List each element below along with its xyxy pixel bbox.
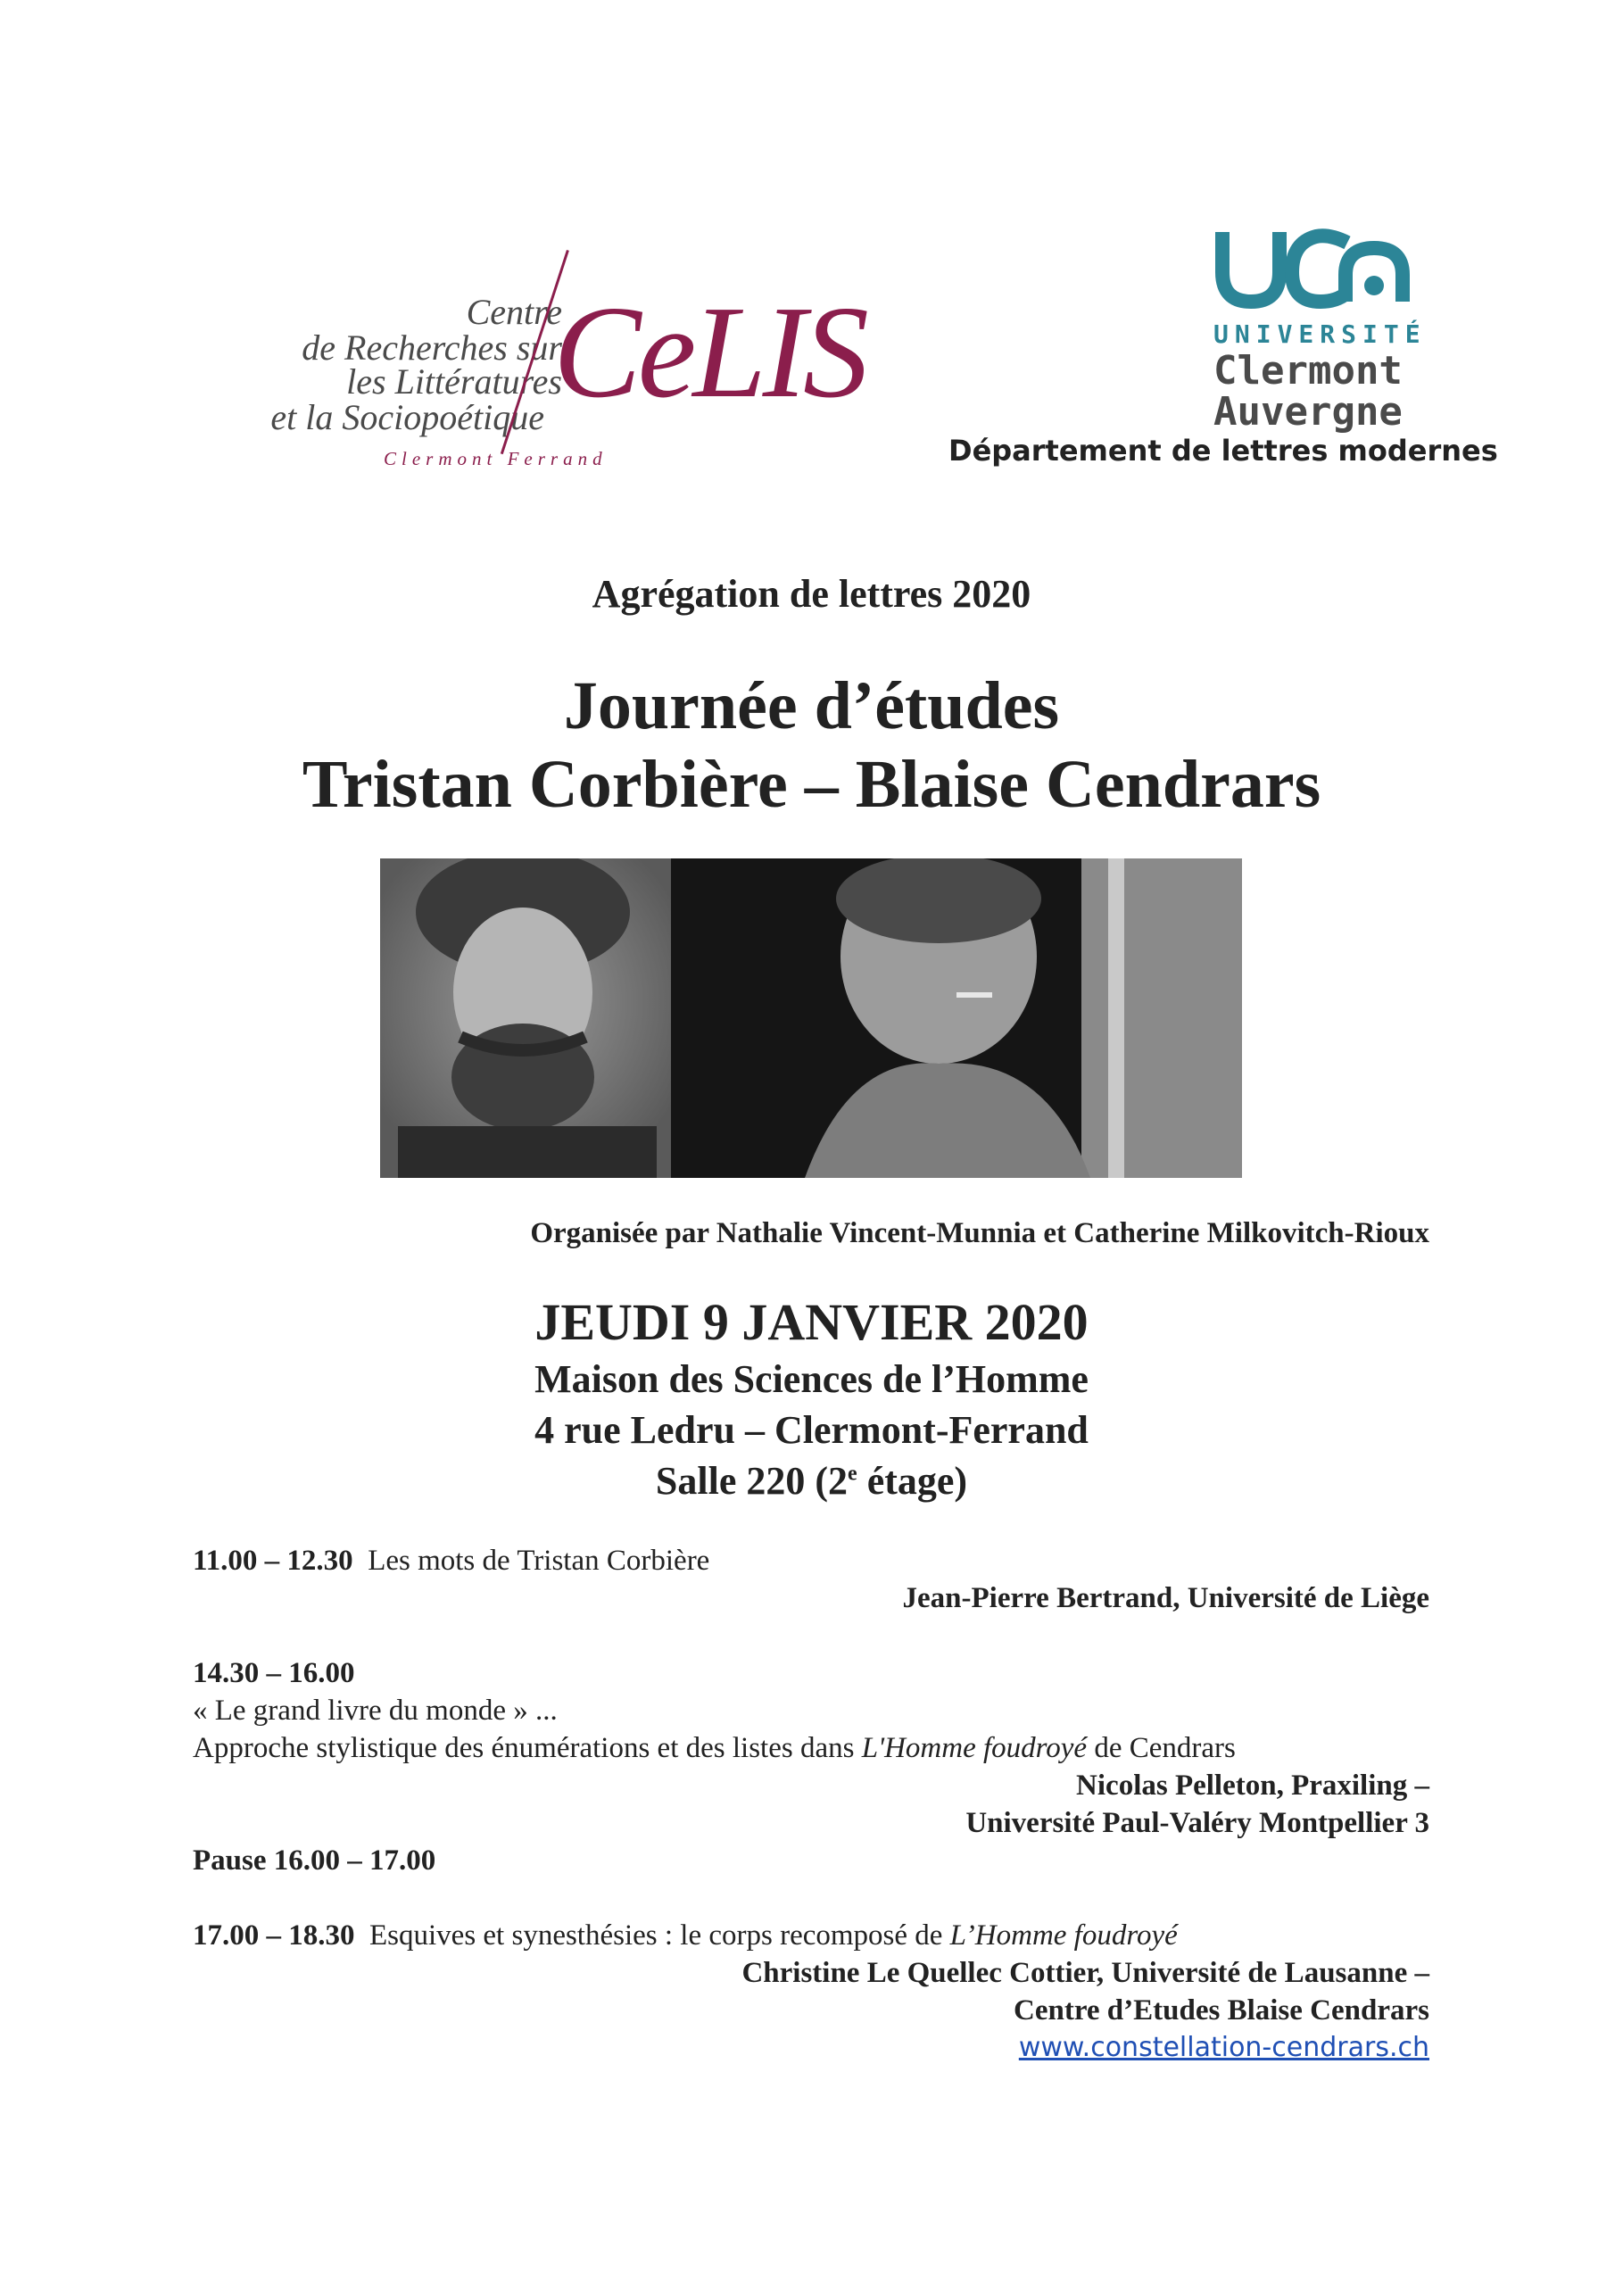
uca-auvergne: Auvergne: [1213, 389, 1403, 435]
event-address: 4 rue Ledru – Clermont-Ferrand: [534, 1408, 1089, 1452]
session2-quote: « Le grand livre du monde » ...: [193, 1695, 558, 1727]
photo-cendrars: [671, 858, 1242, 1178]
room-superscript: e: [848, 1462, 857, 1486]
session2-desc-suffix: de Cendrars: [1087, 1732, 1236, 1764]
celis-line-recherches: de Recherches sur: [302, 327, 562, 368]
uca-clermont: Clermont: [1213, 348, 1403, 394]
pause: Pause 16.00 – 17.00: [193, 1844, 436, 1877]
session1-time: 11.00 – 12.30: [193, 1545, 353, 1577]
website-link[interactable]: www.constellation-cendrars.ch: [1018, 2032, 1429, 2063]
session2-description: [193, 1729, 1429, 1767]
organizers: Organisée par Nathalie Vincent-Munnia et Catherine Milkovitch-Rioux: [530, 1217, 1429, 1249]
celis-city: Clermont Ferrand: [384, 448, 608, 469]
event-venue: Maison des Sciences de l’Homme: [534, 1357, 1089, 1401]
celis-line-litteratures: les Littératures: [346, 361, 562, 402]
uca-logo: [1196, 223, 1445, 437]
session2-desc-work: L'Homme foudroyé: [861, 1732, 1088, 1764]
session3-speaker-line2: Centre d’Etudes Blaise Cendrars: [1014, 1994, 1429, 2027]
session3-speaker-line1: Christine Le Quellec Cottier, Université de Lausanne –: [741, 1957, 1429, 1989]
page-title-line2: Tristan Corbière – Blaise Cendrars: [302, 747, 1321, 822]
session2-desc-prefix: Approche stylistique des énumérations et des listes dans: [193, 1732, 862, 1764]
celis-wordmark: CeLIS: [553, 279, 865, 426]
session3-time: 17.00 – 18.30: [193, 1919, 355, 1952]
celis-logo: [214, 241, 865, 482]
session3: [193, 1917, 1429, 1954]
event-room: [0, 1458, 1623, 1504]
department-name: Département de lettres modernes: [948, 434, 1498, 468]
celis-line-sociopoetique: et la Sociopoétique: [270, 397, 544, 437]
celis-line-centre: Centre: [466, 292, 562, 332]
session1: [193, 1542, 1429, 1579]
session3-title-prefix: Esquives et synesthésies : le corps recomposé de: [369, 1919, 950, 1952]
session2-speaker-line2: Université Paul-Valéry Montpellier 3: [965, 1807, 1429, 1839]
event-date: JEUDI 9 JANVIER 2020: [534, 1293, 1089, 1351]
page-title-line1: Journée d’études: [563, 668, 1060, 743]
uca-universite: UNIVERSITÉ: [1213, 319, 1427, 349]
author-photos: [380, 858, 1242, 1178]
room-suffix: étage): [857, 1459, 968, 1503]
photo-corbiere: [380, 858, 671, 1178]
session2-time: 14.30 – 16.00: [193, 1657, 355, 1689]
session2-speaker-line1: Nicolas Pelleton, Praxiling –: [1076, 1770, 1429, 1802]
agregation-heading: Agrégation de lettres 2020: [592, 572, 1031, 616]
session3-title-work: L’Homme foudroyé: [949, 1919, 1178, 1952]
session1-title: Les mots de Tristan Corbière: [368, 1545, 710, 1577]
session1-speaker: Jean-Pierre Bertrand, Université de Liège: [902, 1582, 1429, 1614]
room-prefix: Salle 220 (2: [655, 1459, 849, 1503]
uca-mark-icon: [1213, 223, 1419, 312]
